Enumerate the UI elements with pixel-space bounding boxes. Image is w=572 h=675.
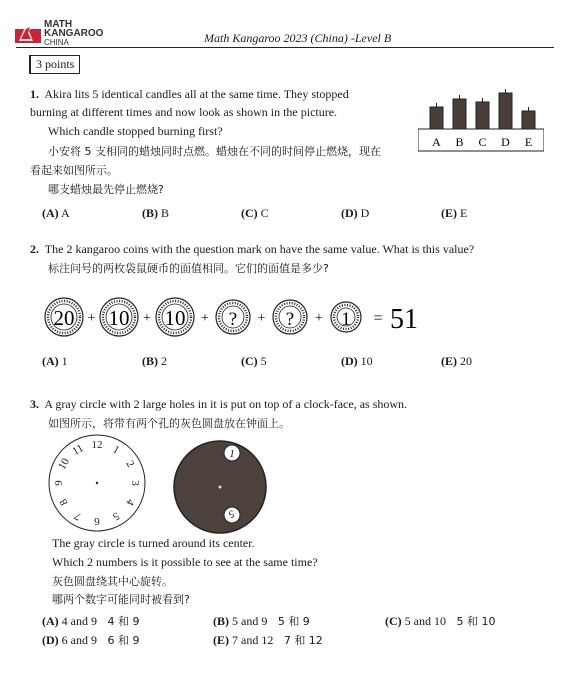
disc-hole-number-1: 1 xyxy=(229,449,235,460)
q1-number: 1. xyxy=(30,87,39,101)
option-text-cn: 5 和 9 xyxy=(267,615,310,628)
clock-number-2: 2 xyxy=(123,458,137,470)
q3-option-e[interactable] xyxy=(213,633,323,648)
option-label: (D) xyxy=(341,354,358,368)
q3-line-1: The gray circle is turned around its center. xyxy=(52,536,255,550)
option-label: (E) xyxy=(441,206,457,220)
coin-question xyxy=(216,300,250,334)
option-label: (D) xyxy=(42,633,59,647)
kangaroo-logo-icon xyxy=(15,19,45,45)
svg-text:?: ? xyxy=(228,309,238,330)
q2-option-c[interactable] xyxy=(241,354,267,369)
option-text-cn: 7 和 12 xyxy=(273,634,323,647)
clock-number-4: 4 xyxy=(123,496,137,508)
svg-text:1: 1 xyxy=(341,309,351,330)
q2-option-b[interactable] xyxy=(142,354,167,369)
coin-10 xyxy=(100,298,138,336)
clock-number-9: 9 xyxy=(53,480,65,486)
candle-label-e: E xyxy=(524,135,533,149)
q1-option-a[interactable] xyxy=(42,206,70,221)
option-text: D xyxy=(357,206,370,220)
q3-option-d[interactable] xyxy=(42,633,139,648)
sum-value: 51 xyxy=(390,304,418,335)
option-label: (B) xyxy=(213,614,229,628)
q2-option-d[interactable] xyxy=(341,354,373,369)
plus-sign: + xyxy=(201,311,209,326)
q3-cn-line-2: 哪两个数字可能同时被看到? xyxy=(52,593,190,606)
option-label: (E) xyxy=(441,354,457,368)
q2-number: 2. xyxy=(30,242,39,256)
candle-label-b: B xyxy=(455,135,464,149)
q2-option-a[interactable] xyxy=(42,354,68,369)
q2-text: The 2 kangaroo coins with the question mark on have the same value. What is this value? xyxy=(44,242,475,256)
q3-option-b[interactable] xyxy=(213,614,310,629)
svg-text:10: 10 xyxy=(108,306,130,330)
clock-number-11: 11 xyxy=(70,442,86,458)
q1-cn-line-1: 小安将 5 支相同的蜡烛同时点燃。蜡烛在不同的时间停止燃烧，现在 xyxy=(48,145,381,158)
option-label: (A) xyxy=(42,614,59,628)
svg-text:10: 10 xyxy=(164,306,186,330)
option-text: 7 and 12 xyxy=(229,633,274,647)
option-text: 6 and 9 xyxy=(58,633,97,647)
svg-text:?: ? xyxy=(285,309,295,330)
coin-1 xyxy=(331,302,361,332)
option-label: (E) xyxy=(213,633,229,647)
option-text: 5 and 9 xyxy=(229,614,268,628)
option-label: (B) xyxy=(142,206,158,220)
clock-number-10: 10 xyxy=(56,456,73,472)
q1-option-d[interactable] xyxy=(341,206,369,221)
q3-cn-line-1: 灰色圆盘绕其中心旋转。 xyxy=(52,575,173,588)
logo-line-1: MATH xyxy=(44,19,73,30)
clock-number-8: 8 xyxy=(57,496,71,508)
option-text-cn: 5 和 10 xyxy=(446,615,496,628)
coins-equation-figure xyxy=(42,294,442,340)
q2-option-e[interactable] xyxy=(441,354,472,369)
clock-number-3: 3 xyxy=(129,480,141,486)
candle-label-d: D xyxy=(501,135,510,149)
q3-number: 3. xyxy=(30,397,39,411)
q1-cn-question: 哪支蜡烛最先停止燃烧? xyxy=(48,183,164,196)
option-label: (C) xyxy=(241,206,258,220)
q2-cn: 标注问号的两枚袋鼠硬币的面值相同。它们的面值是多少? xyxy=(48,262,329,275)
q1-question: Which candle stopped burning first? xyxy=(48,124,223,138)
plus-sign: + xyxy=(87,311,96,326)
option-text: 4 and 9 xyxy=(58,614,97,628)
option-label: (C) xyxy=(385,614,402,628)
option-text: 20 xyxy=(457,354,472,368)
q1-option-b[interactable] xyxy=(142,206,169,221)
option-text: C xyxy=(257,206,269,220)
option-text: A xyxy=(58,206,70,220)
q1-text-1: Akira lits 5 identical candles all at the same time. They stopped xyxy=(44,87,349,101)
candle-d xyxy=(499,93,512,129)
coin-question xyxy=(273,300,307,334)
disc-hole-number-5: 5 xyxy=(226,507,237,520)
q3-text: A gray circle with 2 large holes in it is put on top of a clock-face, as shown. xyxy=(44,397,408,411)
option-text: 2 xyxy=(158,354,167,368)
points-label: 3 points xyxy=(29,55,80,74)
q3-cn: 如图所示，将带有两个孔的灰色圆盘放在钟面上。 xyxy=(48,417,290,430)
q1-option-e[interactable] xyxy=(441,206,467,221)
gray-disc xyxy=(172,439,268,535)
coin-10 xyxy=(156,298,194,336)
option-label: (A) xyxy=(42,206,59,220)
option-text: E xyxy=(457,206,468,220)
candle-c xyxy=(476,102,489,129)
clock-number-7: 7 xyxy=(72,509,84,523)
candle-label-c: C xyxy=(478,135,487,149)
equals-sign: = xyxy=(373,310,383,327)
candle-label-a: A xyxy=(432,135,441,149)
page-title: Math Kangaroo 2023 (China) -Level B xyxy=(204,31,392,45)
logo-line-2: KANGAROO xyxy=(44,28,104,39)
header-divider xyxy=(16,47,554,48)
option-text: B xyxy=(158,206,170,220)
q1-cn-line-2: 看起来如图所示。 xyxy=(30,164,118,177)
plus-sign: + xyxy=(257,311,266,326)
option-label: (B) xyxy=(142,354,158,368)
candle-a xyxy=(430,107,443,129)
q1-text-line-1 xyxy=(30,87,349,102)
q1-text-line-2: burning at different times and now look as shown in the picture. xyxy=(30,105,338,119)
option-label: (D) xyxy=(341,206,358,220)
clock-face xyxy=(46,432,148,534)
clock-number-5: 5 xyxy=(110,509,122,523)
option-label: (A) xyxy=(42,354,59,368)
candle-e xyxy=(522,111,535,129)
clock-number-1: 1 xyxy=(110,443,122,457)
logo-line-3: CHINA xyxy=(44,38,69,47)
q3-option-a[interactable] xyxy=(42,614,139,629)
option-text: 5 and 10 xyxy=(401,614,446,628)
option-text: 5 xyxy=(257,354,267,368)
option-label: (C) xyxy=(241,354,258,368)
candle-b xyxy=(453,99,466,129)
option-text-cn: 4 和 9 xyxy=(97,615,140,628)
q2-text-line xyxy=(30,242,474,257)
clock-number-6: 6 xyxy=(94,515,100,527)
q3-text-line xyxy=(30,397,407,412)
option-text: 1 xyxy=(58,354,68,368)
option-text: 10 xyxy=(357,354,373,368)
plus-sign: + xyxy=(315,311,323,326)
plus-sign: + xyxy=(143,311,151,326)
coin-20 xyxy=(45,298,83,336)
q3-line-2: Which 2 numbers is it possible to see at the same time? xyxy=(52,555,318,569)
clock-number-12: 12 xyxy=(91,439,103,451)
candles-figure xyxy=(418,88,544,152)
q3-option-c[interactable] xyxy=(385,614,495,629)
option-text-cn: 6 和 9 xyxy=(97,634,140,647)
logo-wordmark xyxy=(44,20,103,47)
svg-text:20: 20 xyxy=(53,306,75,330)
q1-option-c[interactable] xyxy=(241,206,269,221)
